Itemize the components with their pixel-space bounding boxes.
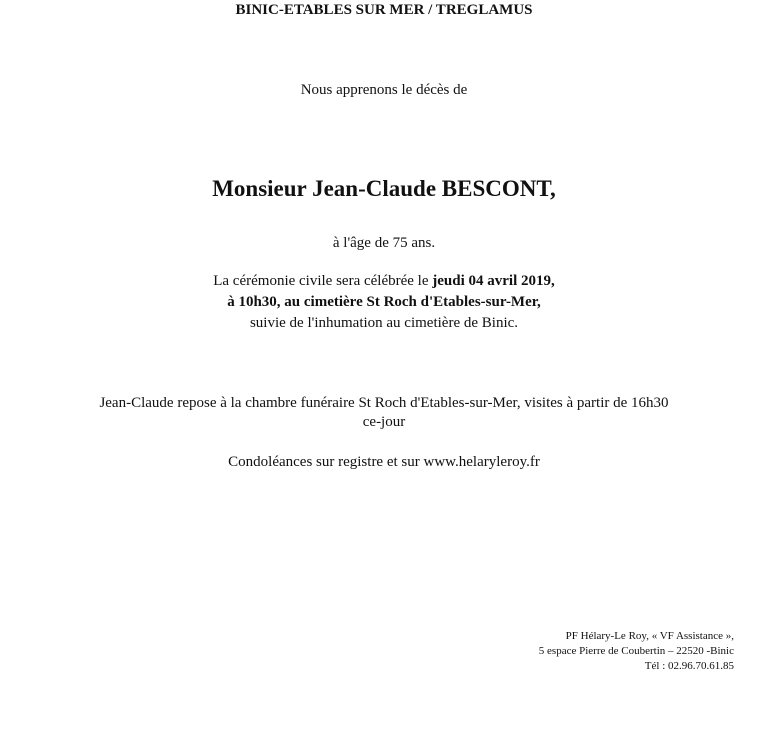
intro-text: Nous apprenons le décès de [300, 82, 468, 98]
footer-phone: Tél : 02.96.70.61.85 [644, 660, 734, 672]
footer-company: PF Hélary-Le Roy, « VF Assistance », [565, 630, 734, 642]
ceremony-time-place: à 10h30, au cimetière St Roch d'Etables-sur-Mer, [227, 294, 541, 310]
ceremony-line-1 [0, 273, 768, 290]
condolences-text: Condoléances sur registre et sur www.helaryleroy.fr [228, 454, 540, 470]
repose-line-2: ce-jour [362, 414, 406, 430]
ceremony-date: jeudi 04 avril 2019, [432, 273, 555, 289]
repose-line-1: Jean-Claude repose à la chambre funéraire St Roch d'Etables-sur-Mer, visites à partir de 16h30 [99, 395, 669, 411]
notice-heading: BINIC-ETABLES SUR MER / TREGLAMUS [235, 2, 533, 18]
age-text: à l'âge de 75 ans. [332, 235, 436, 251]
ceremony-prefix: La cérémonie civile sera célébrée le [213, 273, 433, 289]
deceased-name: Monsieur Jean-Claude BESCONT, [212, 176, 556, 201]
footer-address: 5 espace Pierre de Coubertin – 22520 -Binic [538, 645, 734, 657]
burial-text: suivie de l'inhumation au cimetière de Binic. [249, 315, 519, 331]
